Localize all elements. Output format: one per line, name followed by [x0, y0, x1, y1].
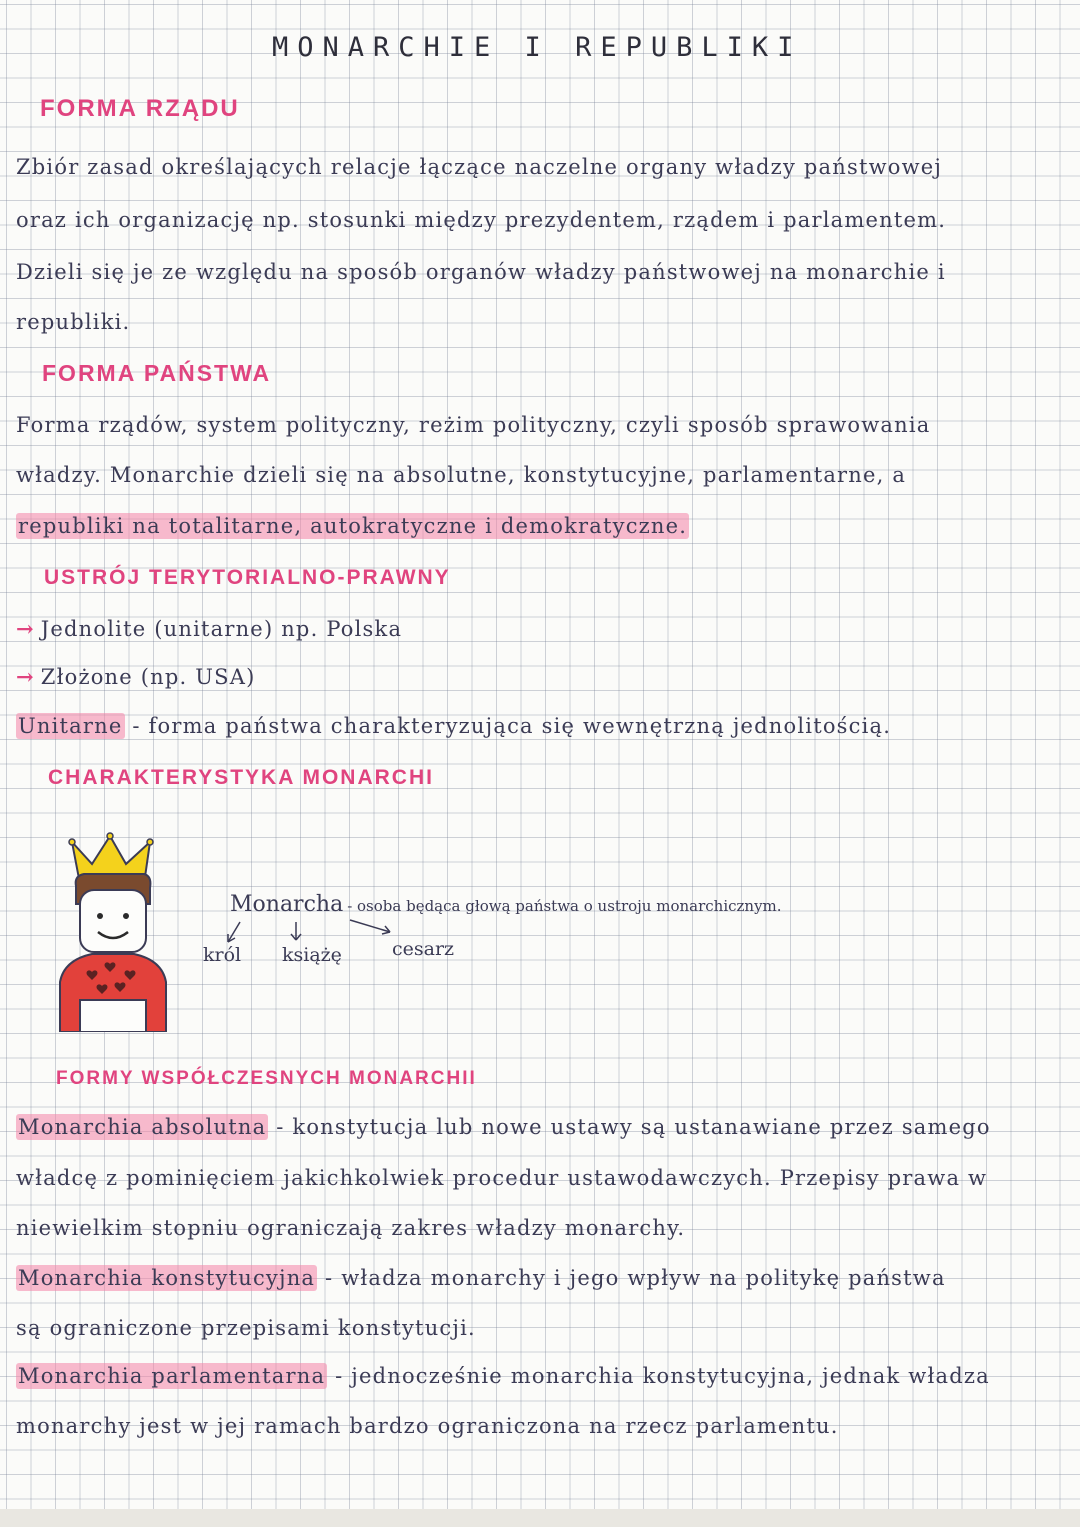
parlamentarna-term: Monarchia parlamentarna: [18, 1364, 326, 1388]
heading-forma-panstwa: FORMA PAŃSTWA: [42, 360, 272, 386]
absolutna-line-2: władcę z pominięciem jakichkolwiek procedur ustawodawczych. Przepisy prawa w: [16, 1166, 988, 1190]
forma-rzadu-line-1: Zbiór zasad określających relacje łączące naczelne organy władzy państwowej: [16, 155, 943, 179]
forma-panstwa-line-1: Forma rządów, system polityczny, reżim polityczny, czyli sposób sprawowania: [16, 413, 931, 437]
forma-rzadu-line-4: republiki.: [16, 310, 131, 334]
page-title: MONARCHIE I REPUBLIKI: [272, 32, 803, 63]
absolutna-term: Monarchia absolutna: [18, 1115, 267, 1139]
page-bottom-edge: [0, 1509, 1080, 1527]
absolutna-line-3: niewielkim stopniu ograniczają zakres władzy monarchy.: [16, 1216, 686, 1240]
type-krol: król: [203, 944, 242, 966]
arrow-right-icon: →: [16, 664, 35, 689]
heading-charakterystyka: CHARAKTERYSTYKA MONARCHI: [48, 766, 434, 789]
ustroj-item-1: → Jednolite (unitarne) np. Polska: [16, 616, 403, 641]
konstytucyjna-line-1: Monarchia konstytucyjna - władza monarchy i jego wpływ na politykę państwa: [18, 1266, 946, 1290]
heading-formy: FORMY WSPÓŁCZESNYCH MONARCHII: [56, 1068, 477, 1089]
parlamentarna-line-1: Monarchia parlamentarna - jednocześnie monarchia konstytucyjna, jednak władza: [18, 1364, 990, 1388]
king-drawing: [58, 832, 168, 1032]
arrow-right-icon: →: [16, 616, 35, 641]
forma-panstwa-line-2: władzy. Monarchie dzieli się na absolutne, konstytucyjne, parlamentarne, a: [16, 463, 907, 487]
parlamentarna-line-2: monarchy jest w jej ramach bardzo ograniczona na rzecz parlamentu.: [16, 1414, 839, 1438]
unitarne-term: Unitarne: [18, 714, 123, 738]
forma-rzadu-line-3: Dzieli się je ze względu na sposób organów władzy państwowej na monarchie i: [16, 260, 946, 284]
forma-panstwa-line-3: [16, 514, 689, 538]
monarcha-label: Monarcha - osoba będąca głową państwa o ustroju monarchicznym.: [230, 892, 782, 917]
absolutna-line-1: Monarchia absolutna - konstytucja lub nowe ustawy są ustanawiane przez samego: [18, 1115, 991, 1139]
konstytucyjna-term: Monarchia konstytucyjna: [18, 1266, 316, 1290]
konstytucyjna-line-2: są ograniczone przepisami konstytucji.: [16, 1316, 476, 1340]
type-cesarz: cesarz: [392, 938, 455, 960]
highlighted-text: republiki na totalitarne, autokratyczne i demokratyczne.: [18, 514, 688, 538]
heading-ustroj: USTRÓJ TERYTORIALNO-PRAWNY: [44, 566, 451, 589]
unitarne-definition: Unitarne - forma państwa charakteryzująca się wewnętrzną jednolitością.: [18, 714, 892, 738]
forma-rzadu-line-2: oraz ich organizację np. stosunki między prezydentem, rządem i parlamentem.: [16, 208, 947, 232]
type-ksiaze: książę: [282, 944, 342, 966]
ustroj-item-2: → Złożone (np. USA): [16, 664, 256, 689]
heading-forma-rzadu: FORMA RZĄDU: [40, 95, 240, 122]
